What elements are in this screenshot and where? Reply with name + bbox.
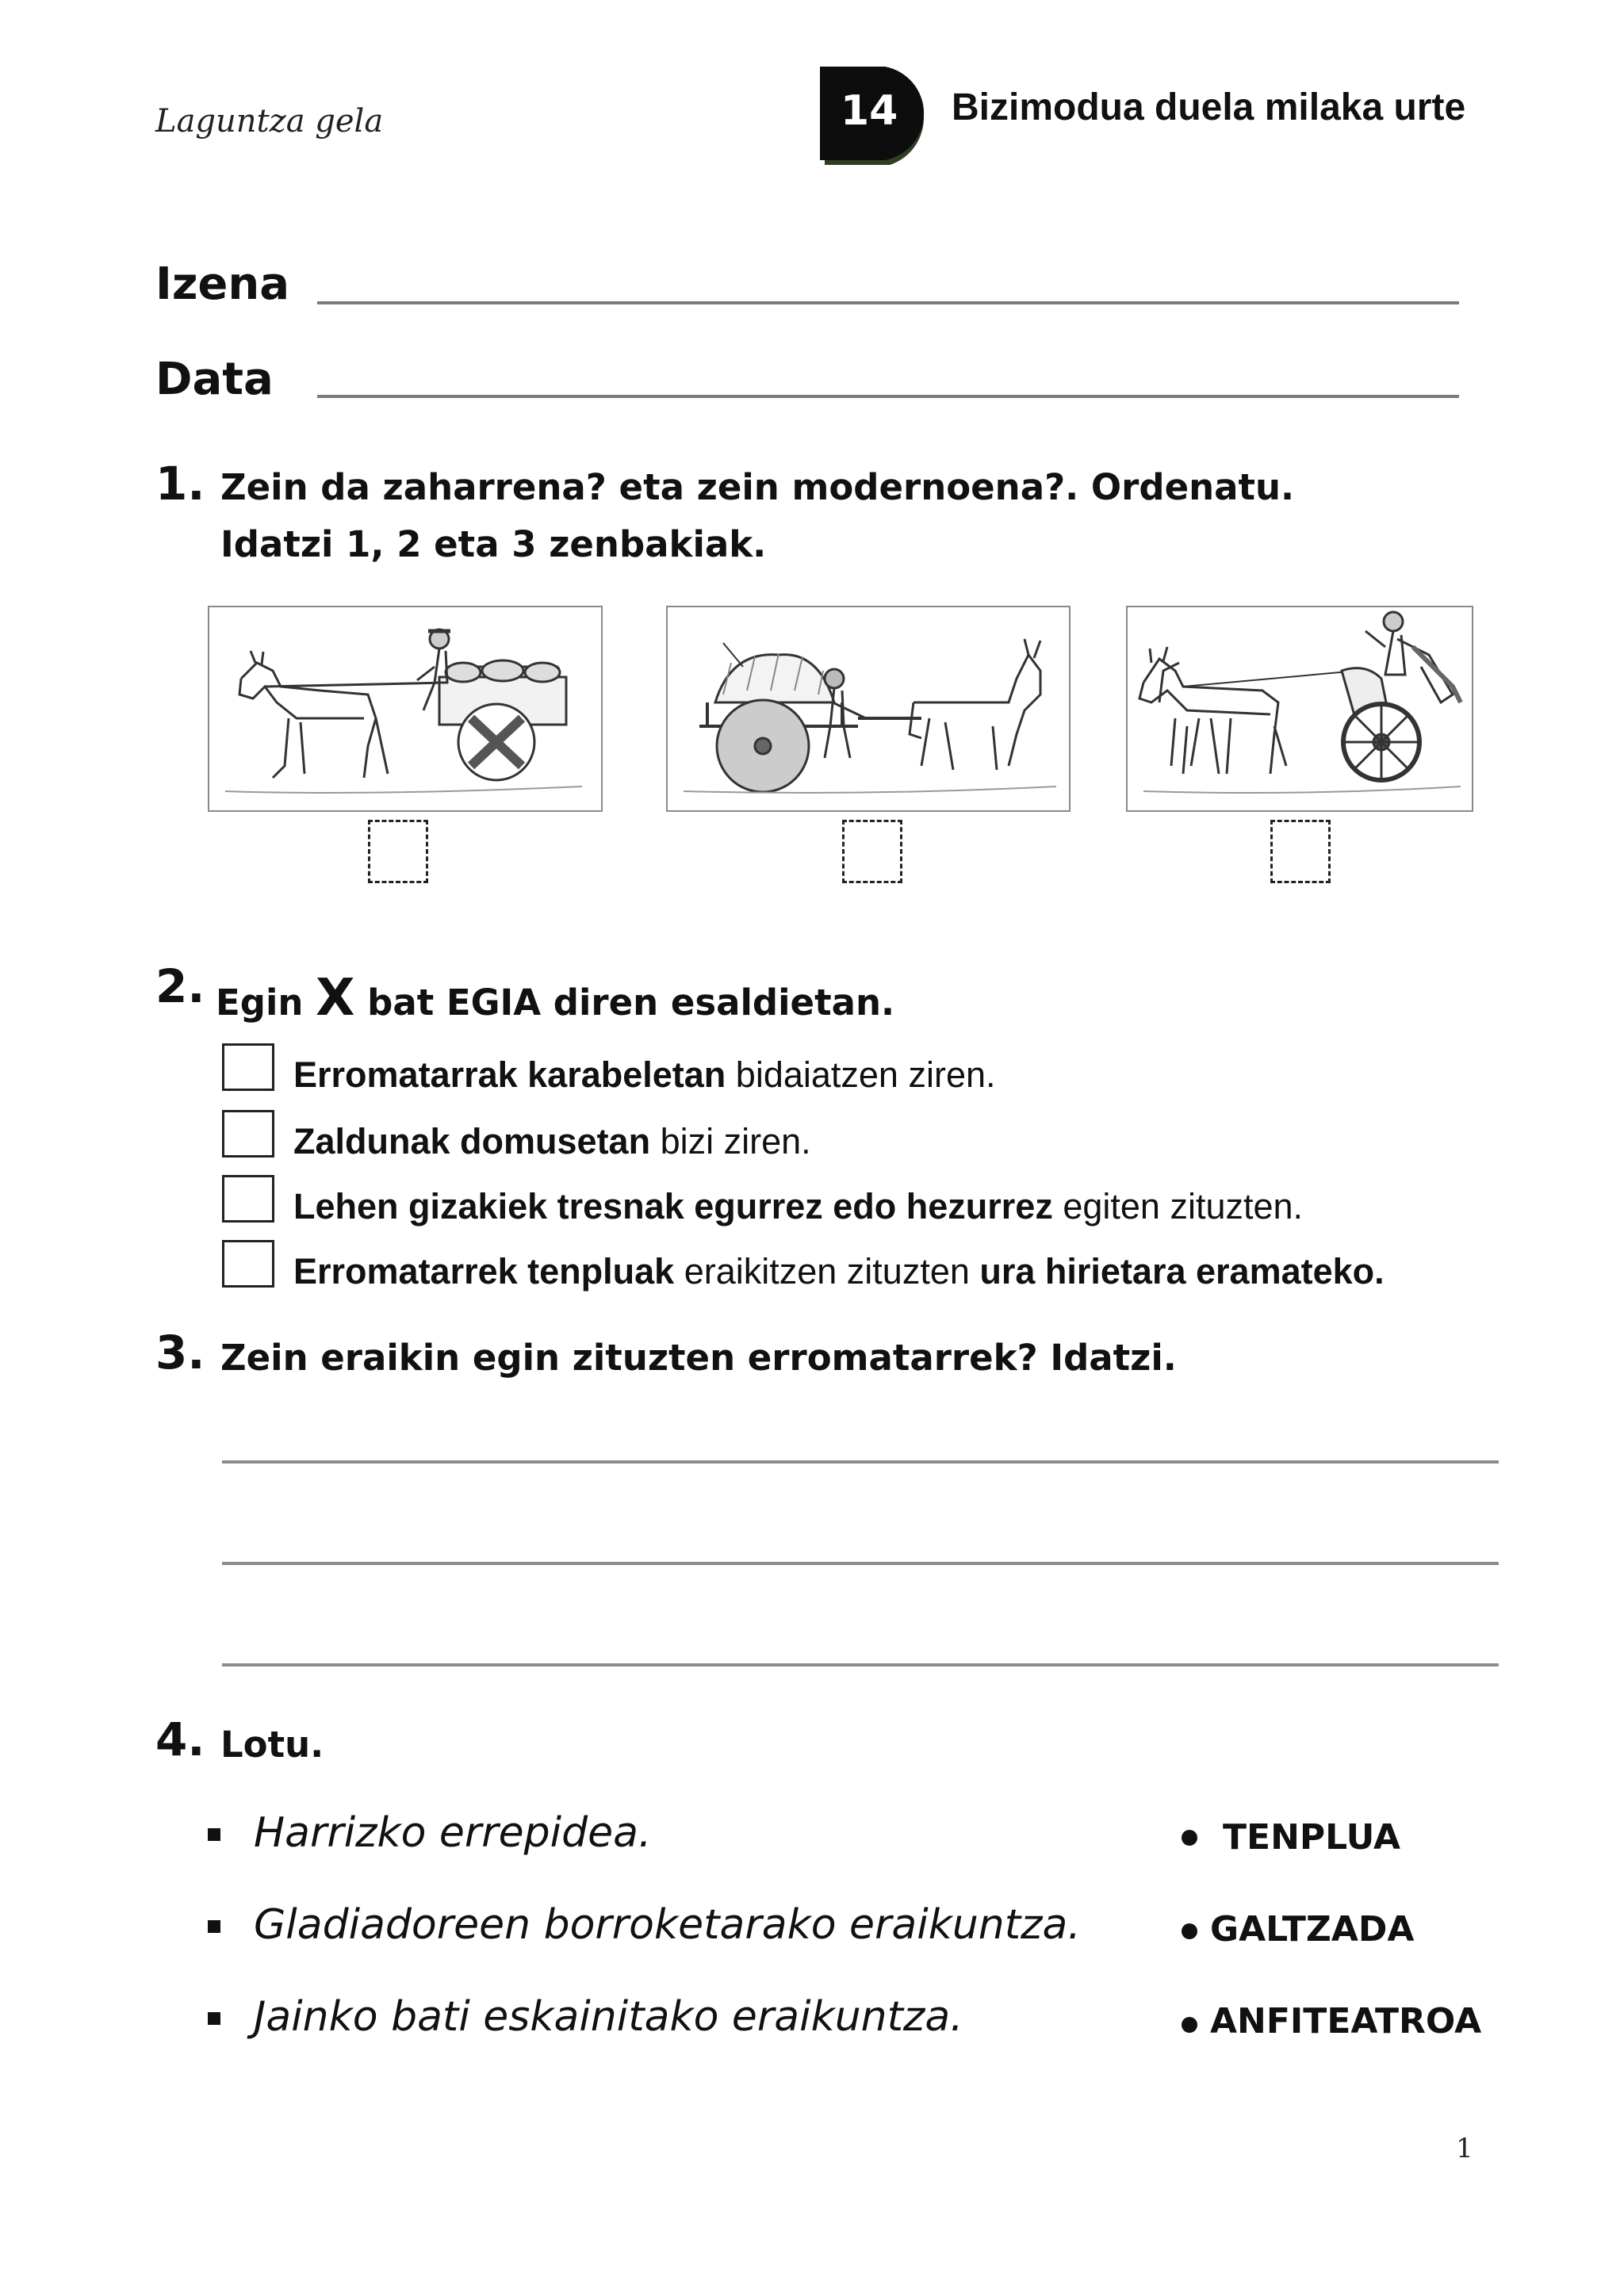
match-dot-2[interactable] [1182, 1923, 1197, 1939]
q4-number: 4. [155, 1712, 205, 1766]
q3-number: 3. [155, 1326, 205, 1380]
match-right-3: ANFITEATROA [1210, 2001, 1482, 2042]
answer-line-3[interactable] [222, 1663, 1499, 1667]
q4-text: Lotu. [220, 1724, 324, 1766]
header-label: Laguntza gela [155, 103, 384, 140]
true-false-checkbox-2[interactable] [222, 1110, 274, 1158]
q2-x-mark: X [316, 969, 355, 1027]
page-number: 1 [1456, 2133, 1473, 2164]
match-dot-3[interactable] [1182, 2017, 1197, 2033]
true-false-statement-1: Erromatarrak karabeletan bidaiatzen ziren. [293, 1054, 996, 1095]
bullet-icon [208, 2012, 220, 2025]
true-false-checkbox-3[interactable] [222, 1175, 274, 1223]
true-false-statement-3: Lehen gizakiek tresnak egurrez edo hezurrez egiten zituzten. [293, 1186, 1304, 1226]
q1-number: 1. [155, 457, 205, 511]
order-box-3[interactable] [1270, 820, 1331, 883]
q2-suffix: bat EGIA diren esaldietan. [367, 982, 895, 1024]
unit-badge [820, 63, 939, 166]
haywagon-with-donkey-icon [668, 607, 1069, 810]
match-left-1: Harrizko errepidea. [254, 1809, 652, 1857]
true-false-statement-2: Zaldunak domusetan bizi ziren. [293, 1121, 811, 1161]
match-left-3: Jainko bati eskainitako eraikuntza. [254, 1993, 963, 2041]
answer-line-1[interactable] [222, 1460, 1499, 1464]
match-right-1: TENPLUA [1223, 1817, 1401, 1858]
answer-line-2[interactable] [222, 1562, 1499, 1565]
date-field[interactable] [317, 395, 1459, 398]
match-left-2: Gladiadoreen borroketarako eraikuntza. [254, 1901, 1081, 1949]
picture-roman-chariot [1126, 606, 1473, 812]
true-false-statement-4: Erromatarrek tenpluak eraikitzen zituzten ura hirietara eramateko. [293, 1251, 1385, 1292]
q2-number: 2. [155, 959, 205, 1013]
name-label: Izena [155, 258, 290, 310]
match-right-2: GALTZADA [1210, 1909, 1415, 1950]
q3-text: Zein eraikin egin zituzten erromatarrek? Idatzi. [220, 1337, 1177, 1379]
order-box-2[interactable] [842, 820, 902, 883]
order-box-1[interactable] [368, 820, 428, 883]
q1-line1: Zein da zaharrena? eta zein modernoena?. Ordenatu. [220, 466, 1295, 508]
cart-with-barrels-icon [209, 607, 601, 810]
picture-haywagon [666, 606, 1071, 812]
bullet-icon [208, 1828, 220, 1841]
picture-cart-with-barrels [208, 606, 603, 812]
q1-line2: Idatzi 1, 2 eta 3 zenbakiak. [220, 523, 767, 565]
bullet-icon [208, 1920, 220, 1933]
true-false-checkbox-1[interactable] [222, 1043, 274, 1091]
date-label: Data [155, 354, 274, 405]
unit-title: Bizimodua duela milaka urte [952, 86, 1466, 128]
name-field[interactable] [317, 301, 1459, 304]
q2-instruction [216, 969, 894, 1027]
q2-prefix: Egin [216, 982, 304, 1024]
true-false-checkbox-4[interactable] [222, 1240, 274, 1288]
unit-number: 14 [841, 87, 898, 135]
match-dot-1[interactable] [1182, 1830, 1197, 1846]
roman-chariot-icon [1128, 607, 1472, 810]
